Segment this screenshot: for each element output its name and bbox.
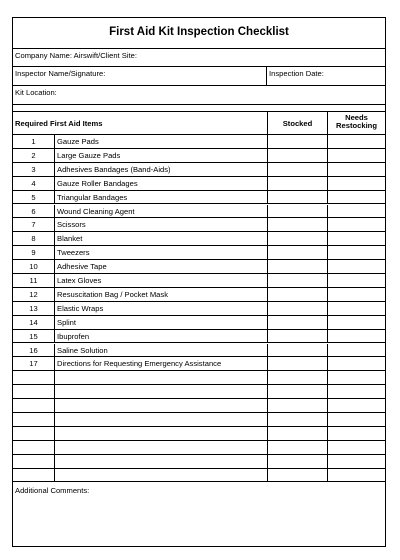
item-name: Splint [54, 316, 267, 329]
item-number: 8 [31, 234, 36, 244]
item-number: 13 [29, 303, 38, 313]
item-number: 9 [31, 248, 36, 258]
stocked-cell[interactable] [267, 177, 327, 190]
table-row [13, 149, 385, 163]
table-row [13, 385, 385, 399]
stocked-cell[interactable] [267, 205, 327, 218]
inspector-field-label[interactable]: Inspector Name/Signature: [15, 70, 106, 78]
table-row [13, 246, 385, 260]
table-row [13, 260, 385, 274]
table-row [13, 469, 385, 483]
item-name: Adhesive Tape [54, 260, 267, 273]
inspection-date-label: Inspection Date: [269, 70, 324, 78]
kit-location-row[interactable] [13, 86, 385, 105]
item-name [54, 427, 267, 440]
item-name: Saline Solution [54, 344, 267, 357]
item-name [54, 371, 267, 384]
kit-location-label: Kit Location: [15, 89, 57, 97]
item-number: 1 [31, 137, 36, 146]
needs-restocking-cell[interactable] [327, 371, 385, 384]
item-number: 15 [29, 331, 38, 341]
stocked-cell[interactable] [267, 441, 327, 454]
needs-restocking-column-header: Needs Restocking [327, 112, 385, 134]
needs-restocking-cell[interactable] [327, 455, 385, 468]
stocked-cell[interactable] [267, 469, 327, 482]
item-number: 7 [31, 220, 36, 230]
stocked-cell[interactable] [267, 385, 327, 398]
item-name [54, 455, 267, 468]
company-field-label: Company Name: Airswift/Client Site: [15, 52, 137, 60]
table-row [13, 302, 385, 316]
item-name: Wound Cleaning Agent [54, 205, 267, 218]
needs-restocking-cell[interactable] [327, 357, 385, 370]
item-number [13, 427, 54, 440]
item-number: 12 [29, 289, 38, 299]
table-row [13, 288, 385, 302]
stocked-cell[interactable] [267, 191, 327, 204]
table-row [13, 413, 385, 427]
item-number: 3 [31, 164, 36, 174]
item-number [13, 441, 54, 454]
item-name: Elastic Wraps [54, 302, 267, 315]
table-row [13, 344, 385, 358]
stocked-cell[interactable] [267, 246, 327, 259]
item-number: 6 [31, 206, 36, 216]
table-row [13, 371, 385, 385]
item-number: 4 [31, 178, 36, 188]
needs-restocking-cell[interactable] [327, 288, 385, 301]
needs-restocking-cell[interactable] [327, 260, 385, 273]
needs-restocking-cell[interactable] [327, 163, 385, 176]
item-name: Resuscitation Bag / Pocket Mask [54, 288, 267, 301]
items-column-header: Required First Aid Items [15, 119, 103, 128]
item-number: 2 [31, 150, 36, 160]
needs-restocking-cell[interactable] [327, 399, 385, 412]
item-number [13, 371, 54, 384]
item-number: 17 [29, 359, 38, 369]
stocked-cell[interactable] [267, 427, 327, 440]
inspector-row [13, 67, 385, 86]
item-name [54, 469, 267, 482]
item-name [54, 399, 267, 412]
table-row [13, 177, 385, 191]
item-name: Blanket [54, 232, 267, 245]
item-name: Adhesives Bandages (Band-Aids) [54, 163, 267, 176]
item-number [13, 413, 54, 426]
inspection-date-field[interactable] [266, 67, 385, 85]
item-name: Ibuprofen [54, 330, 267, 343]
item-name: Latex Gloves [54, 274, 267, 287]
item-number: 16 [29, 345, 38, 355]
item-number: 14 [29, 317, 38, 327]
item-name: Directions for Requesting Emergency Assistance [54, 357, 267, 370]
table-row [13, 455, 385, 469]
stocked-cell[interactable] [267, 357, 327, 370]
item-number [13, 469, 54, 482]
needs-restocking-cell[interactable] [327, 149, 385, 162]
table-row [13, 163, 385, 177]
item-name: Scissors [54, 218, 267, 231]
stocked-cell[interactable] [267, 399, 327, 412]
stocked-cell[interactable] [267, 344, 327, 357]
item-name: Gauze Pads [54, 135, 267, 148]
additional-comments-box[interactable] [13, 484, 385, 546]
item-number [13, 455, 54, 468]
table-row [13, 441, 385, 455]
item-number [13, 385, 54, 398]
stocked-cell[interactable] [267, 330, 327, 343]
table-row [13, 274, 385, 288]
stocked-cell[interactable] [267, 455, 327, 468]
needs-restocking-cell[interactable] [327, 232, 385, 245]
needs-restocking-cell[interactable] [327, 191, 385, 204]
table-row [13, 330, 385, 344]
needs-restocking-cell[interactable] [327, 316, 385, 329]
table-row [13, 205, 385, 219]
stocked-cell[interactable] [267, 274, 327, 287]
needs-restocking-cell[interactable] [327, 385, 385, 398]
additional-comments-label: Additional Comments: [15, 487, 90, 495]
table-row [13, 399, 385, 413]
stocked-cell[interactable] [267, 135, 327, 148]
item-number [13, 399, 54, 412]
item-name: Large Gauze Pads [54, 149, 267, 162]
item-name: Triangular Bandages [54, 191, 267, 204]
needs-restocking-cell[interactable] [327, 344, 385, 357]
table-row [13, 191, 385, 205]
table-row [13, 218, 385, 232]
item-name [54, 385, 267, 398]
item-name [54, 441, 267, 454]
needs-restocking-cell[interactable] [327, 218, 385, 231]
needs-restocking-cell[interactable] [327, 205, 385, 218]
needs-restocking-cell[interactable] [327, 330, 385, 343]
stocked-cell[interactable] [267, 149, 327, 162]
inspection-form [12, 17, 386, 547]
needs-restocking-cell[interactable] [327, 427, 385, 440]
table-row [13, 427, 385, 441]
needs-restocking-cell[interactable] [327, 246, 385, 259]
needs-restocking-cell[interactable] [327, 469, 385, 482]
stocked-cell[interactable] [267, 232, 327, 245]
needs-restocking-cell[interactable] [327, 135, 385, 148]
stocked-cell[interactable] [267, 413, 327, 426]
company-row[interactable] [13, 49, 385, 67]
needs-restocking-cell[interactable] [327, 177, 385, 190]
table-row [13, 316, 385, 330]
item-name [54, 413, 267, 426]
stocked-cell[interactable] [267, 260, 327, 273]
needs-restocking-cell[interactable] [327, 274, 385, 287]
needs-restocking-cell[interactable] [327, 441, 385, 454]
item-number: 5 [31, 192, 36, 202]
item-number: 10 [29, 262, 38, 272]
table-row [13, 135, 385, 149]
item-number: 11 [29, 276, 38, 285]
item-name: Tweezers [54, 246, 267, 259]
stocked-cell[interactable] [267, 163, 327, 176]
item-name: Gauze Roller Bandages [54, 177, 267, 190]
needs-restocking-cell[interactable] [327, 413, 385, 426]
table-row [13, 232, 385, 246]
stocked-cell[interactable] [267, 218, 327, 231]
stocked-cell[interactable] [267, 371, 327, 384]
title-row [13, 18, 385, 49]
stocked-column-header: Stocked [267, 112, 327, 134]
stocked-cell[interactable] [267, 302, 327, 315]
blank-spacer-row [13, 105, 385, 112]
stocked-cell[interactable] [267, 288, 327, 301]
form-title: First Aid Kit Inspection Checklist [109, 26, 289, 38]
stocked-cell[interactable] [267, 316, 327, 329]
needs-restocking-cell[interactable] [327, 302, 385, 315]
table-row [13, 357, 385, 371]
table-header-row [13, 112, 385, 135]
